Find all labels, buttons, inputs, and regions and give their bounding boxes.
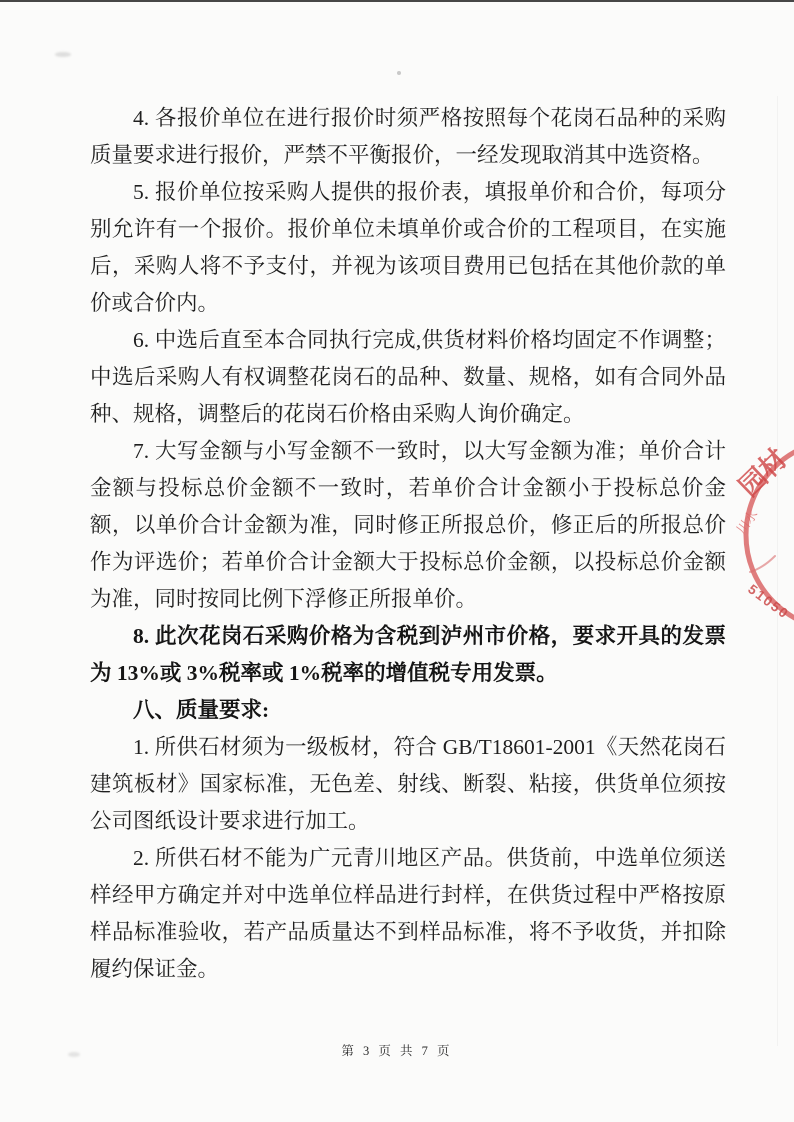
seal-small-characters: 川水 — [733, 506, 761, 537]
scan-edge-line — [0, 0, 794, 2]
seal-scribble-stroke — [750, 556, 775, 572]
clause-6-paragraph: 6. 中选后直至本合同执行完成,供货材料价格均固定不作调整；中选后采购人有权调整花岗石的品种、数量、规格，如有合同外品种、规格，调整后的花岗石价格由采购人询价确定。 — [90, 328, 726, 426]
quality-item-1-paragraph: 1. 所供石材须为一级板材，符合 GB/T18601-2001《天然花岗石建筑板材》国家标准，无色差、射线、断裂、粘接，供货单位须按公司图纸设计要求进行加工。 — [90, 735, 726, 833]
seal-code-digits: 51050 — [745, 581, 793, 623]
official-seal-partial — [730, 440, 794, 640]
document-body — [90, 100, 726, 988]
clause-4-paragraph: 4. 各报价单位在进行报价时须严格按照每个花岗石品种的采购质量要求进行报价，严禁不平衡报价，一经发现取消其中选资格。 — [90, 106, 726, 167]
quality-item-2-paragraph: 2. 所供石材不能为广元青川地区产品。供货前，中选单位须送样经甲方确定并对中选单位样品进行封样，在供货过程中严格按原样品标准验收，若产品质量达不到样品标准，将不予收货，并扣除履约保证金。 — [90, 846, 726, 981]
scan-artifact — [55, 52, 71, 57]
clause-5-paragraph: 5. 报价单位按采购人提供的报价表，填报单价和合价，每项分别允许有一个报价。报价单位未填单价或合价的工程项目，在实施后，采购人将不予支付，并视为该项目费用已包括在其他价款的单价或合价内。 — [90, 180, 726, 315]
clause-7-paragraph: 7. 大写金额与小写金额不一致时，以大写金额为准；单价合计金额与投标总价金额不一致时，若单价合计金额小于投标总价金额，以单价合计金额为准，同时修正所报总价，修正后的所报总价作为评选价；若单价合计金额大于投标总价金额，以投标总价金额为准，同时按同比例下浮修正所报单价。 — [90, 439, 726, 611]
page-number-footer: 第 3 页 共 7 页 — [341, 1044, 453, 1058]
scan-artifact — [397, 71, 401, 75]
seal-large-characters: 园材 — [733, 443, 794, 503]
quality-section-heading: 八、质量要求: — [133, 698, 270, 722]
clause-8-paragraph: 8. 此次花岗石采购价格为含税到泸州市价格，要求开具的发票为 13%或 3%税率或 1%税率的增值税专用发票。 — [90, 624, 726, 685]
